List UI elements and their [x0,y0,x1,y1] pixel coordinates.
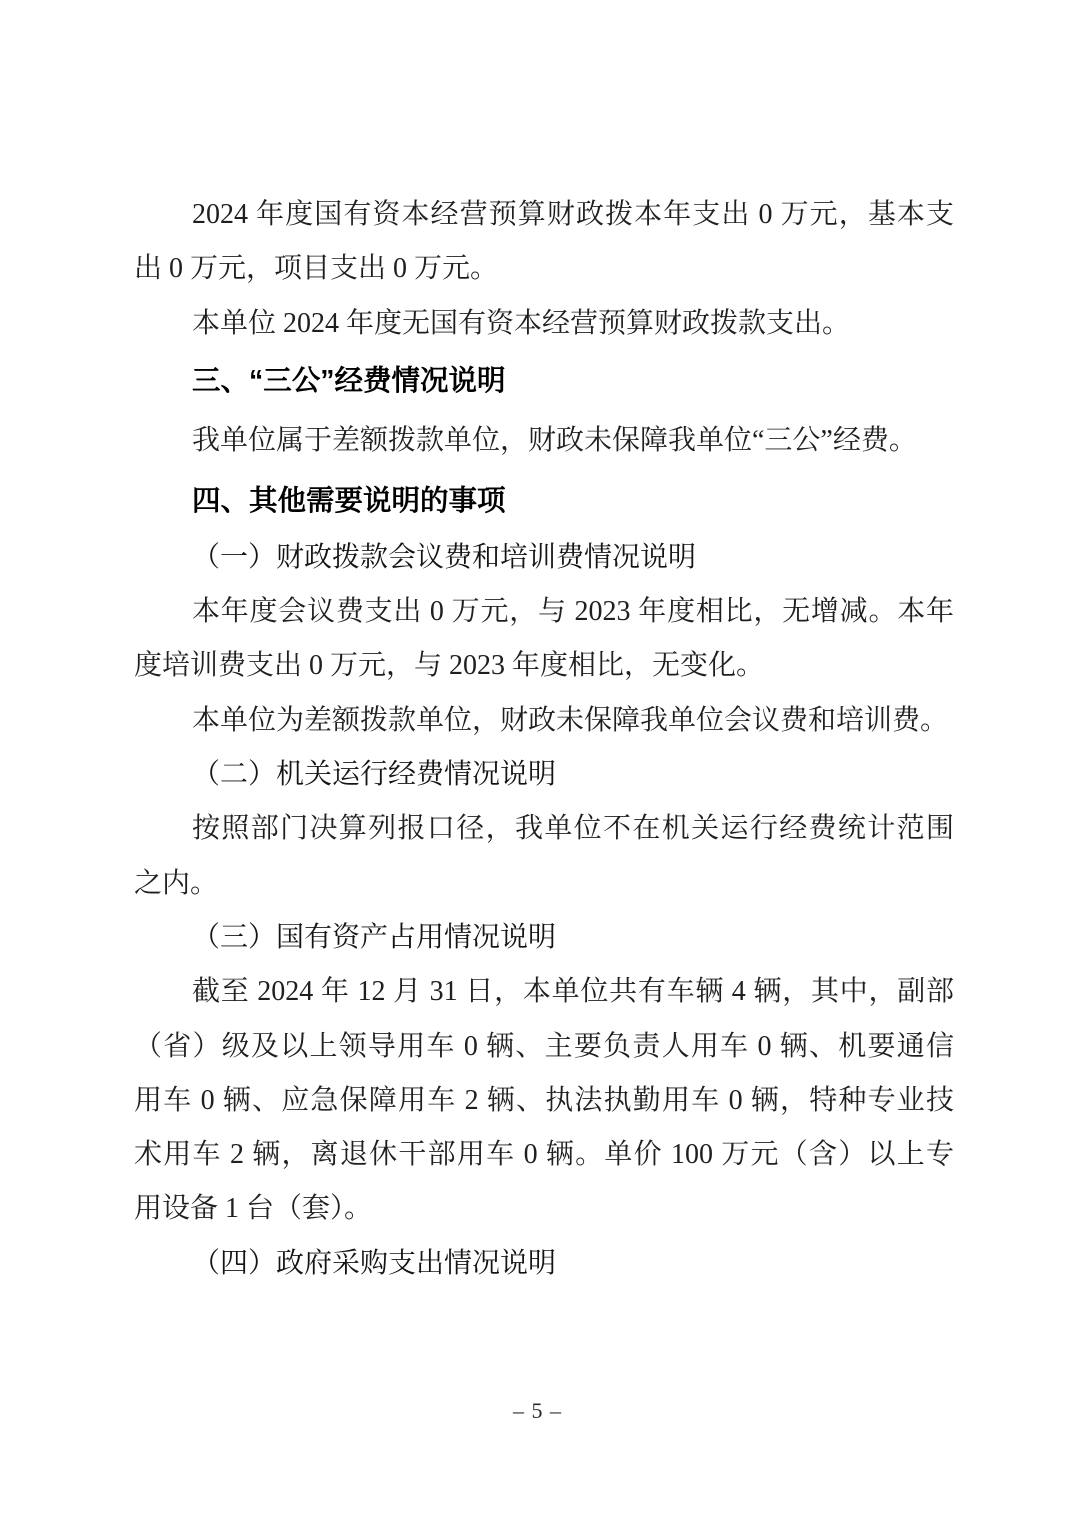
paragraph-line: 本单位 2024 年度无国有资本经营预算财政拨款支出。 [192,307,851,339]
page-footer [0,1398,1075,1424]
paragraph-line: 本年度会议费支出 0 万元，与 2023 年度相比，无增减。本年 [192,596,954,628]
section-heading: 三、“三公”经费情况说明 [192,364,506,397]
document-body [134,188,954,1291]
paragraph-line: （省）级及以上领导用车 0 辆、主要负责人用车 0 辆、机要通信 [134,1030,954,1062]
paragraph-line: 本单位为差额拨款单位，财政未保障我单位会议费和培训费。 [192,704,949,736]
subsection-heading: （一）财政拨款会议费和培训费情况说明 [192,541,697,573]
page-number: – 5 – [513,1398,562,1423]
paragraph-line: 之内。 [134,867,219,899]
paragraph-line: 截至 2024 年 12 月 31 日，本单位共有车辆 4 辆，其中，副部 [192,976,954,1008]
subsection-heading: （二）机关运行经费情况说明 [192,759,557,791]
paragraph-line: 术用车 2 辆，离退休干部用车 0 辆。单价 100 万元（含）以上专 [134,1139,954,1171]
paragraph-line: 我单位属于差额拨款单位，财政未保障我单位“三公”经费。 [192,424,917,456]
paragraph-line: 用设备 1 台（套）。 [134,1193,373,1225]
paragraph-line: 度培训费支出 0 万元，与 2023 年度相比，无变化。 [134,650,765,682]
subsection-heading: （四）政府采购支出情况说明 [192,1247,557,1279]
paragraph-line: 出 0 万元，项目支出 0 万元。 [134,253,499,285]
paragraph-line: 按照部门决算列报口径，我单位不在机关运行经费统计范围 [192,813,954,845]
subsection-heading: （三）国有资产占用情况说明 [192,921,557,953]
paragraph-line: 2024 年度国有资本经营预算财政拨本年支出 0 万元，基本支 [192,199,954,230]
section-heading: 四、其他需要说明的事项 [192,484,506,517]
paragraph-line: 用车 0 辆、应急保障用车 2 辆、执法执勤用车 0 辆，特种专业技 [134,1084,954,1116]
